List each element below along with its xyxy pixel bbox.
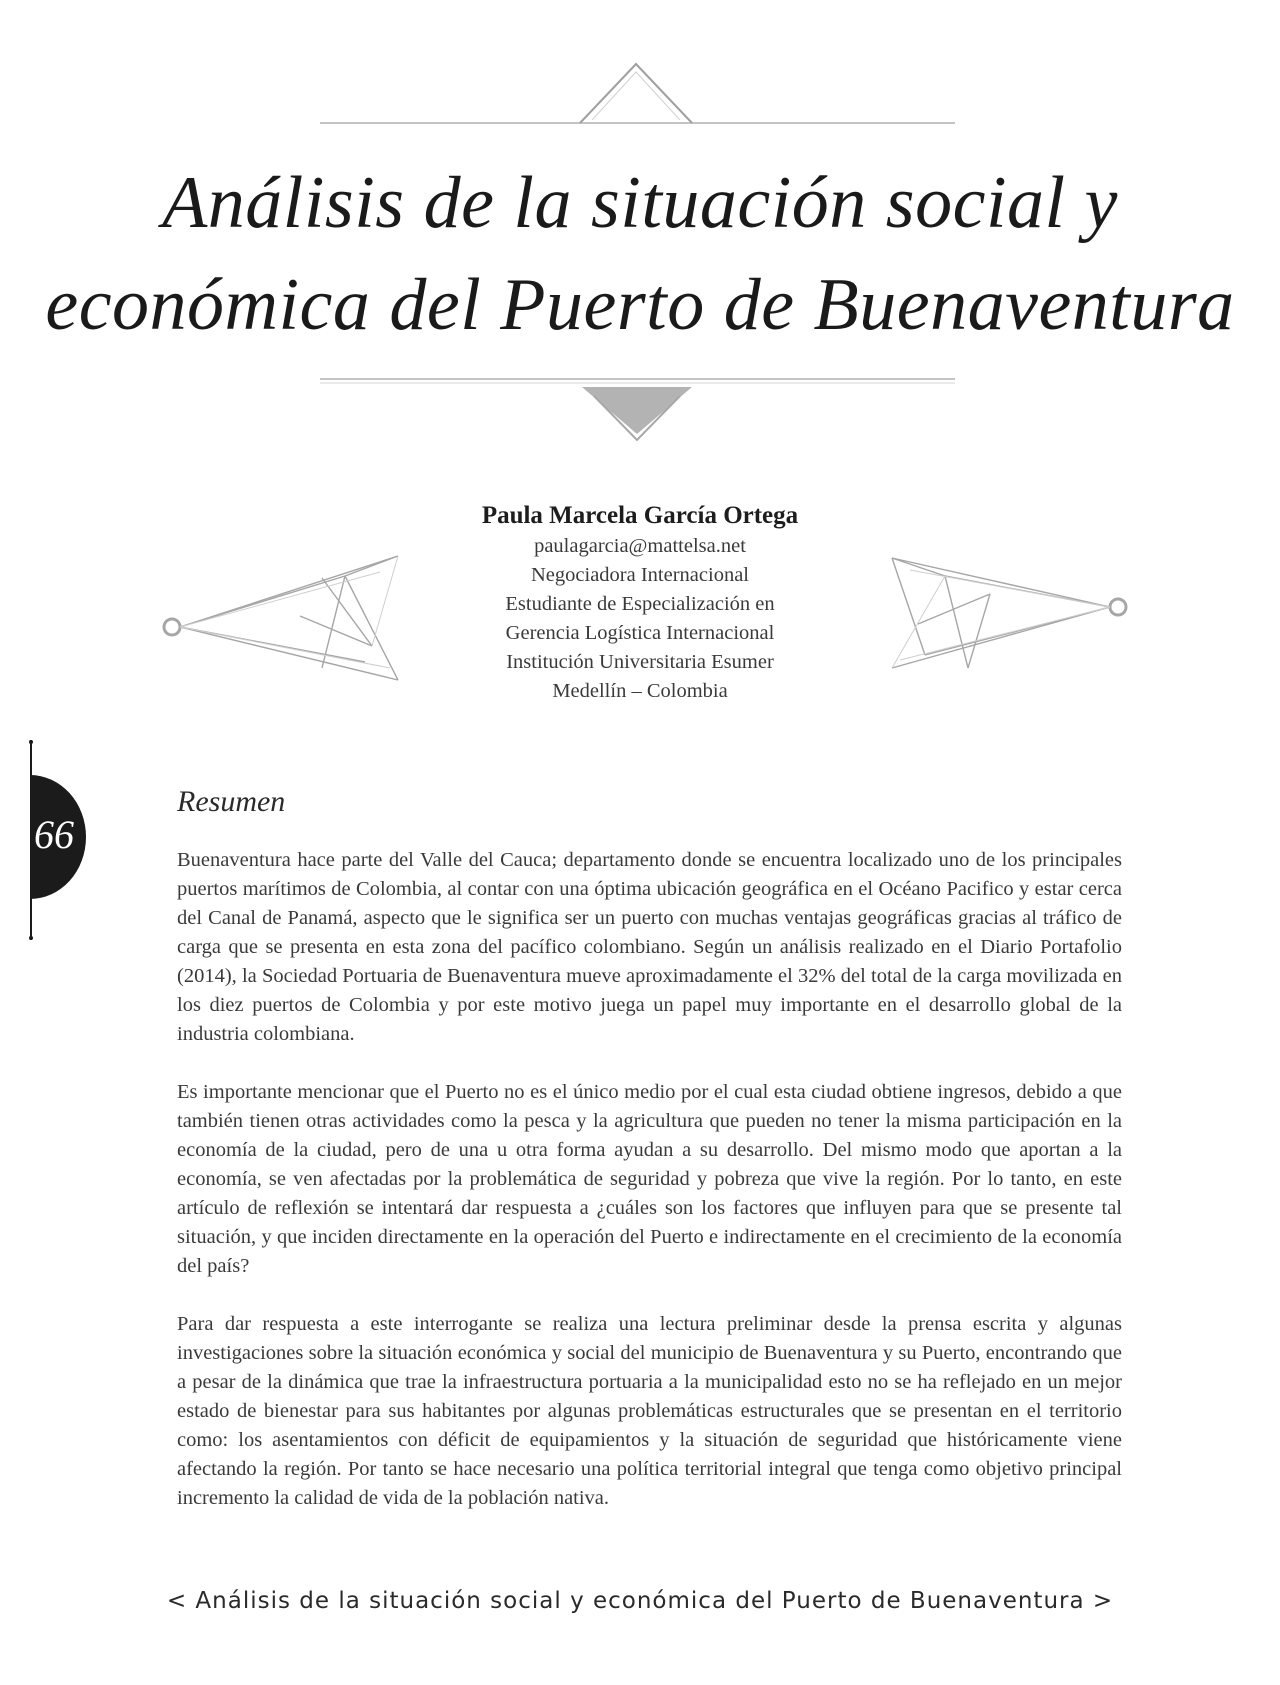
abstract-paragraph-2: Es importante mencionar que el Puerto no es el único medio por el cual esta ciudad obtiene ingresos, debido a que también tienen otras actividades como la pesca y la agricultura que pueden no tener la misma participación en la economía de la ciudad, pero de una u otra forma ayudan a su desarrollo. Del mismo modo que aportan a la economía, se ven afectadas por la problemática de seguridad y pobreza que vive la región. Por lo tanto, en este artículo de reflexión se intentará dar respuesta a ¿cuáles son los factores que influyen para que se presente tal situación, y que inciden directamente en la operación del Puerto e indirectamente en el crecimiento de la economía del país? <box>177 1081 1122 1277</box>
author-block <box>390 500 890 706</box>
abstract-body <box>177 846 1122 1542</box>
page-number: 66 <box>34 812 74 857</box>
running-footer: < Análisis de la situación social y económica del Puerto de Buenaventura > <box>166 1588 1114 1614</box>
article-title <box>40 152 1240 356</box>
author-name: Paula Marcela García Ortega <box>481 502 799 529</box>
section-heading-resumen: Resumen <box>177 785 286 818</box>
title-line-1: Análisis de la situación social y <box>162 162 1118 244</box>
abstract-paragraph-1: Buenaventura hace parte del Valle del Cauca; departamento donde se encuentra localizado uno de los principales puertos marítimos de Colombia, al contar con una óptima ubicación geográfica en el Océano Pacifico y estar cerca del Canal de Panamá, aspecto que le significa ser un puerto con muchas ventajas geográficas gracias al tráfico de carga que se presenta en esta zona del pacífico colombiano. Según un análisis realizado en el Diario Portafolio (2014), la Sociedad Portuaria de Buenaventura mueve aproximadamente el 32% del total de la carga movilizada en los diez puertos de Colombia y por este motivo juega un papel muy importante en el desarrollo global de la industria colombiana. <box>177 849 1122 1045</box>
right-geometric-ornament <box>880 550 1140 690</box>
top-ornament <box>0 0 1280 140</box>
author-email[interactable]: paulagarcia@mattelsa.net <box>534 535 746 557</box>
author-location: Medellín – Colombia <box>552 680 728 702</box>
title-underline-ornament <box>0 360 1280 450</box>
abstract-paragraph-3: Para dar respuesta a este interrogante se realiza una lectura preliminar desde la prensa escrita y algunas investigaciones sobre la situación económica y social del municipio de Buenaventura y su Puerto, encontrando que a pesar de la dinámica que trae la infraestructura portuaria a la municipalidad esto no se ha reflejado en un mejor estado de bienestar para sus habitantes por algunas problemáticas estructurales que se presentan en el territorio como: los asentamientos con déficit de equipamientos y la situación de seguridad que históricamente viene afectando la región. Por tanto se hace necesario una política territorial integral que tenga como objetivo principal incremento la calidad de vida de la población nativa. <box>177 1313 1122 1509</box>
author-program-line-2: Gerencia Logística Internacional <box>505 622 775 644</box>
author-role: Negociadora Internacional <box>531 564 749 586</box>
author-program-line-1: Estudiante de Especialización en <box>505 593 775 615</box>
title-line-2: económica del Puerto de Buenaventura <box>45 264 1235 346</box>
author-institution: Institución Universitaria Esumer <box>506 651 774 673</box>
left-geometric-ornament <box>150 550 410 690</box>
